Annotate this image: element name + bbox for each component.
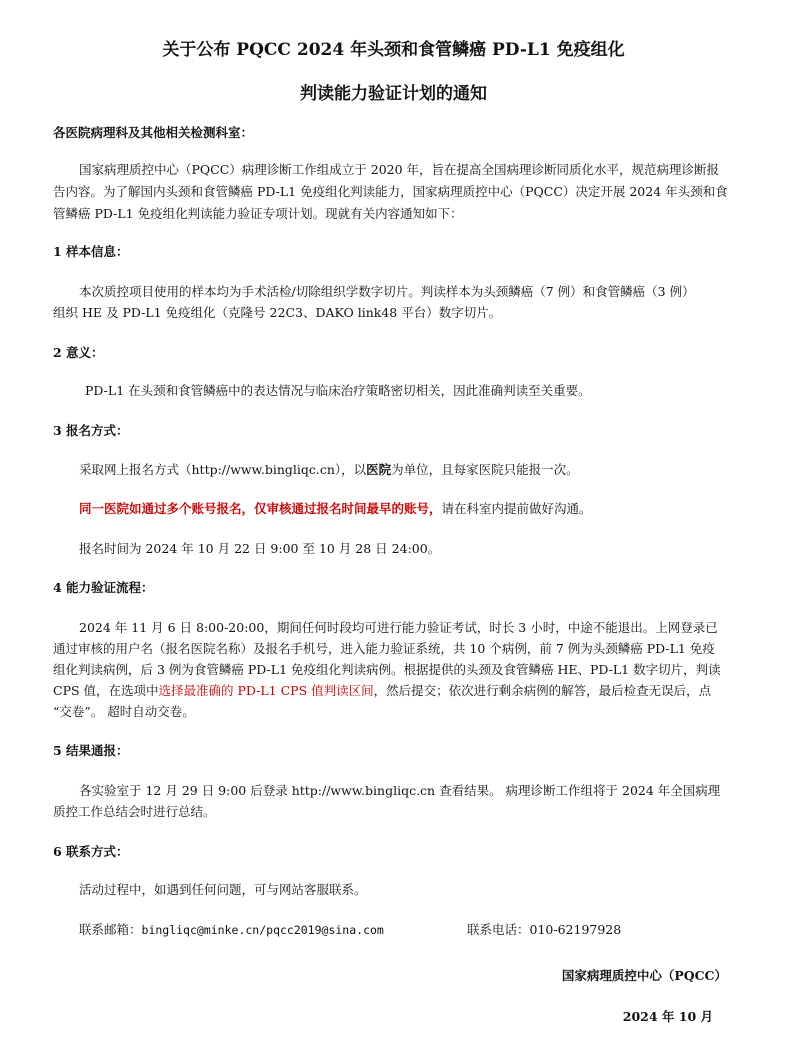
section-4-line-2: 通过审核的用户名（报名医院名称）及报名手机号，进入能力验证系统，共 10 个病例，前 7 例为头颈鳞癌 PD-L1 免疫 — [53, 641, 715, 656]
email-label: 联系邮箱： — [79, 922, 142, 937]
intro-line-2: 告内容。为了解国内头颈和食管鳞癌 PD-L1 免疫组化判读能力，国家病理质控中心（PQCC）决定开展 2024 年头颈和食 — [53, 184, 728, 199]
account-warning: 同一医院如通过多个账号报名，仅审核通过报名时间最早的账号， — [79, 501, 442, 516]
cps-emphasis: 选择最准确的 PD-L1 CPS 值判读区间 — [158, 683, 374, 698]
section-2-heading: 2 意义： — [53, 345, 104, 360]
page-title-line2: 判读能力验证计划的通知 — [300, 84, 487, 104]
signature-date: 2024 年 10 月 — [622, 1009, 713, 1024]
intro-line-3: 管鳞癌 PD-L1 免疫组化判读能力验证专项计划。现就有关内容通知如下： — [53, 206, 463, 221]
section-1-heading: 1 样本信息： — [53, 244, 129, 259]
section-1-line-2: 组织 HE 及 PD-L1 免疫组化（克隆号 22C3、DAKO link48 平台）数字切片。 — [53, 305, 502, 320]
signature-org: 国家病理质控中心（PQCC） — [561, 968, 727, 983]
page-title-line1: 关于公布 PQCC 2024 年头颈和食管鳞癌 PD-L1 免疫组化 — [162, 40, 625, 60]
contact-email — [79, 922, 459, 938]
contact-phone: 联系电话：010-62197928 — [467, 922, 622, 937]
registration-rule-text: 为单位，且每家医院只能报一次。 — [391, 462, 579, 477]
section-4-line-1: 2024 年 11 月 6 日 8:00-20:00，期间任何时段均可进行能力验证考试，时长 3 小时，中途不能退出。上网登录已 — [79, 620, 718, 635]
section-3-heading: 3 报名方式： — [53, 423, 129, 438]
cps-text: CPS 值，在选项中 — [53, 683, 159, 698]
submit-text: ，然后提交；依次进行剩余病例的解答，最后检查无误后，点 — [373, 683, 712, 698]
communication-note: 请在科室内提前做好沟通。 — [441, 501, 592, 516]
addressee: 各医院病理科及其他相关检测科室： — [53, 125, 254, 140]
hospital-emphasis: 医院 — [366, 462, 392, 477]
registration-method-text: 采取网上报名方式（http://www.bingliqc.cn），以 — [79, 462, 367, 477]
email-value: bingliqc@minke.cn/pqcc2019@sina.com — [141, 923, 384, 937]
section-6-heading: 6 联系方式： — [53, 844, 129, 859]
section-4-heading: 4 能力验证流程： — [53, 580, 154, 595]
section-5-line-1: 各实验室于 12 月 29 日 9:00 后登录 http://www.bingliqc.cn 查看结果。 病理诊断工作组将于 2024 年全国病理 — [79, 783, 721, 798]
section-4-line-5: “交卷”。 超时自动交卷。 — [53, 704, 195, 719]
section-3-line-2 — [79, 501, 769, 517]
section-5-line-2: 质控工作总结会时进行总结。 — [53, 804, 216, 819]
section-1-line-1: 本次质控项目使用的样本均为手术活检/切除组织学数字切片。判读样本为头颈鳞癌（7 例）和食管鳞癌（3 例） — [79, 284, 695, 299]
section-5-heading: 5 结果通报： — [53, 743, 129, 758]
section-4-line-3: 组化判读病例，后 3 例为食管鳞癌 PD-L1 免疫组化判读病例。根据提供的头颈及食管鳞癌 HE、PD-L1 数字切片，判读 — [53, 662, 721, 677]
section-6-line-1: 活动过程中，如遇到任何问题，可与网站客服联系。 — [79, 882, 367, 897]
registration-time: 报名时间为 2024 年 10 月 22 日 9:00 至 10 月 28 日 24:00。 — [79, 541, 441, 556]
section-4-line-4 — [53, 683, 743, 699]
intro-line-1: 国家病理质控中心（PQCC）病理诊断工作组成立于 2020 年，旨在提高全国病理诊断同质化水平，规范病理诊断报 — [79, 162, 720, 177]
section-3-line-1 — [79, 462, 769, 478]
section-2-line-1: PD-L1 在头颈和食管鳞癌中的表达情况与临床治疗策略密切相关，因此准确判读至关重要。 — [85, 383, 591, 398]
